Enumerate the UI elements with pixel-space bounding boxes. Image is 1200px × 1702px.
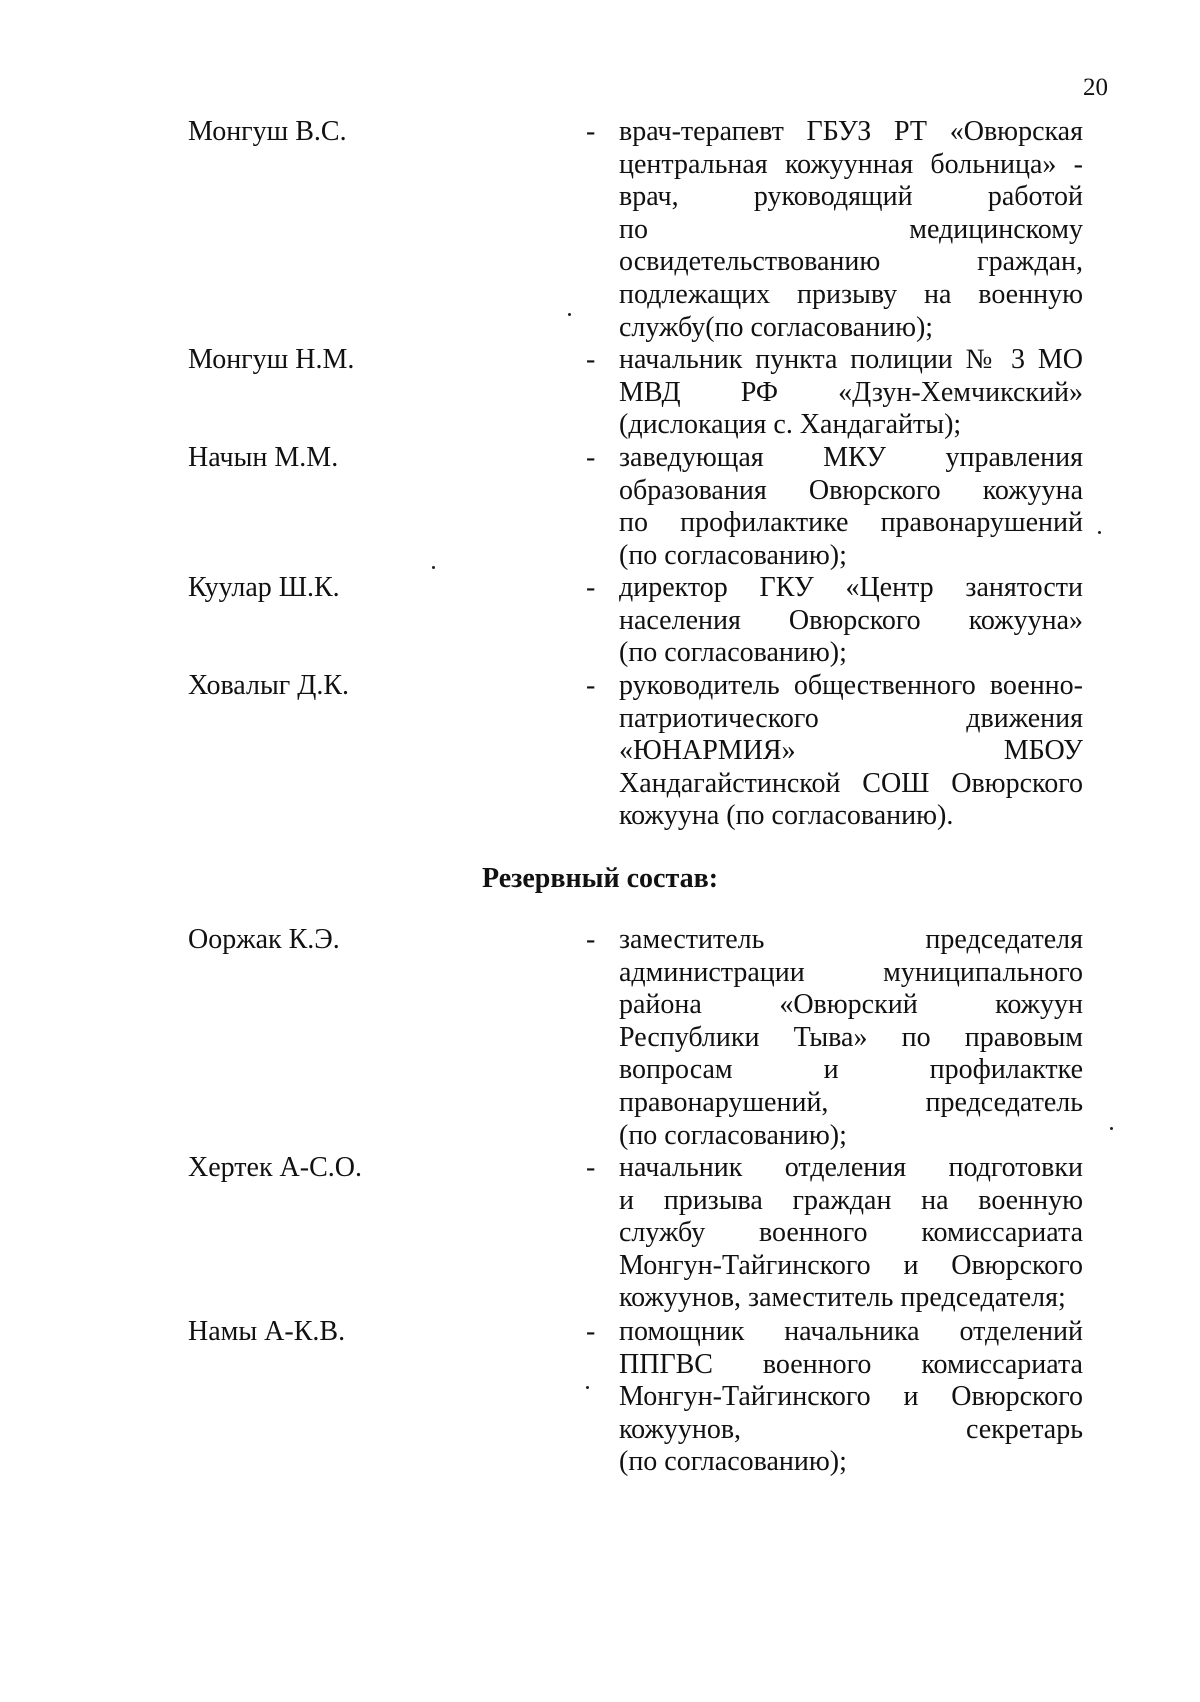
position-line: врач-терапевт ГБУЗ РТ «Овюрская <box>619 116 1083 147</box>
position-line: по профилактике правонарушений <box>619 507 1083 539</box>
position-line: патриотического движения <box>619 702 1083 734</box>
dash-separator: - <box>586 1152 596 1183</box>
dash-separator: - <box>586 344 596 375</box>
member-name: Монгуш В.С. <box>188 116 347 147</box>
position-line: вопросам и профилактке <box>619 1054 1083 1086</box>
reserve-section-title: Резервный состав: <box>481 863 719 894</box>
dash-separator: - <box>586 442 596 473</box>
position-line: по медицинскому <box>619 213 1083 245</box>
position-line: службу военного комиссариата <box>619 1217 1083 1249</box>
scan-speck <box>1098 531 1101 534</box>
position-line: руководитель общественного военно- <box>619 670 1083 701</box>
member-name: Намы А-К.В. <box>188 1316 346 1347</box>
position-line: центральная кожуунная больница» - <box>619 148 1083 180</box>
position-line: помощник начальника отделений <box>619 1316 1083 1347</box>
page-number: 20 <box>1083 74 1108 101</box>
position-line: кожуунов, секретарь <box>619 1413 1083 1445</box>
member-position <box>619 924 1083 1152</box>
position-line: (дислокация с. Хандагайты); <box>619 409 962 441</box>
dash-separator: - <box>586 572 596 603</box>
member-position <box>619 1316 1083 1479</box>
position-line: кожуунов, заместитель председателя; <box>619 1282 1066 1314</box>
position-line: освидетельствованию граждан, <box>619 246 1083 278</box>
member-name: Начын М.М. <box>188 442 339 473</box>
position-line: «ЮНАРМИЯ» МБОУ <box>619 735 1083 767</box>
position-line: администрации муниципального <box>619 956 1083 988</box>
position-line: (по согласованию); <box>619 539 847 571</box>
position-line: Хандагайстинской СОШ Овюрского <box>619 767 1083 799</box>
scan-speck <box>586 1386 589 1389</box>
dash-separator: - <box>586 1316 596 1347</box>
position-line: врач, руководящий работой <box>619 181 1083 213</box>
member-position <box>619 670 1083 833</box>
position-line: правонарушений, председатель <box>619 1086 1083 1118</box>
scan-speck <box>432 566 435 569</box>
dash-separator: - <box>586 924 596 955</box>
dash-separator: - <box>586 670 596 701</box>
position-line: службу(по согласованию); <box>619 311 934 343</box>
member-name: Ооржак К.Э. <box>188 924 340 955</box>
position-line: образования Овюрского кожууна <box>619 474 1083 506</box>
position-line: (по согласованию); <box>619 1119 847 1151</box>
position-line: кожууна (по согласованию). <box>619 800 954 832</box>
position-line: начальник пункта полиции № 3 МО <box>619 344 1083 375</box>
position-line: Монгун-Тайгинского и Овюрского <box>619 1381 1083 1413</box>
member-position <box>619 442 1083 572</box>
position-line: района «Овюрский кожуун <box>619 989 1083 1021</box>
member-position <box>619 572 1083 670</box>
position-line: Республики Тыва» по правовым <box>619 1021 1083 1053</box>
scan-speck <box>1110 1127 1113 1130</box>
scan-speck <box>568 313 571 316</box>
position-line: ППГВС военного комиссариата <box>619 1348 1083 1380</box>
member-name: Монгуш Н.М. <box>188 344 355 375</box>
position-line: (по согласованию); <box>619 1446 847 1478</box>
position-line: директор ГКУ «Центр занятости <box>619 572 1083 603</box>
position-line: заведующая МКУ управления <box>619 442 1083 473</box>
position-line: заместитель председателя <box>619 924 1083 955</box>
position-line: (по согласованию); <box>619 637 847 669</box>
member-position <box>619 344 1083 442</box>
position-line: населения Овюрского кожууна» <box>619 604 1083 636</box>
position-line: начальник отделения подготовки <box>619 1152 1083 1183</box>
position-line: Монгун-Тайгинского и Овюрского <box>619 1249 1083 1281</box>
member-name: Хертек А-С.О. <box>188 1152 362 1183</box>
position-line: подлежащих призыву на военную <box>619 278 1083 310</box>
member-position <box>619 1152 1083 1315</box>
member-position <box>619 116 1083 344</box>
position-line: и призыва граждан на военную <box>619 1184 1083 1216</box>
dash-separator: - <box>586 116 596 147</box>
member-name: Ховалыг Д.К. <box>188 670 350 701</box>
member-name: Куулар Ш.К. <box>188 572 340 603</box>
position-line: МВД РФ «Дзун-Хемчикский» <box>619 376 1083 408</box>
